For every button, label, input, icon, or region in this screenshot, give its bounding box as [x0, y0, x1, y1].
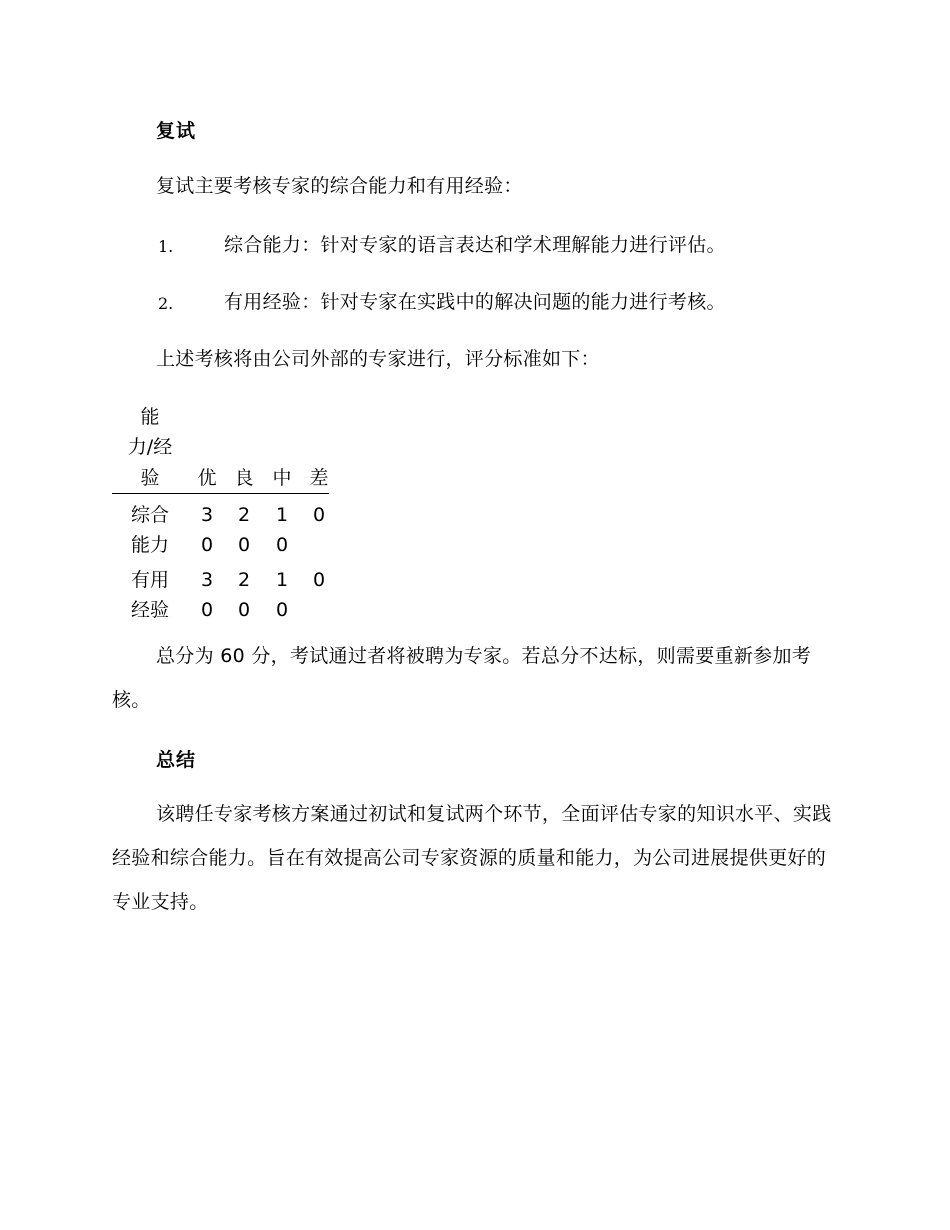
score-cell: 1: [275, 504, 289, 526]
retest-intro: 复试主要考核专家的综合能力和有用经验：: [156, 175, 523, 197]
score-cell: 2: [237, 569, 251, 591]
retest-heading: 复试: [156, 120, 197, 142]
row-label-line-2: 能力: [130, 534, 169, 556]
table-header-label-line-2: 力/经: [127, 436, 173, 458]
score-cell: 0: [312, 504, 326, 526]
score-cell: 0: [275, 599, 289, 621]
total-score-note: 总分为 60 分，考试通过者将被聘为专家。若总分不达标，则需要重新参加考核。: [112, 645, 812, 711]
table-header-col-medium: 中: [272, 467, 292, 489]
row-label-line-1: 综合: [130, 504, 169, 526]
score-cell: 0: [237, 599, 251, 621]
score-cell: 0: [200, 599, 214, 621]
table-header-label-line-3: 验: [140, 467, 160, 489]
score-cell: 1: [275, 569, 289, 591]
score-cell: 3: [200, 569, 214, 591]
list-number-2: 2.: [158, 294, 174, 313]
score-cell: 3: [200, 504, 214, 526]
list-number-1: 1.: [158, 237, 174, 256]
row-label-line-1: 有用: [130, 569, 169, 591]
table-header-rule: [112, 493, 329, 494]
score-cell: 0: [312, 569, 326, 591]
list-item-1: 综合能力：针对专家的语言表达和学术理解能力进行评估。: [224, 234, 726, 256]
table-header-label-line-1: 能: [140, 406, 160, 428]
list-item-2: 有用经验：针对专家在实践中的解决问题的能力进行考核。: [224, 291, 726, 313]
score-cell: 0: [200, 534, 214, 556]
table-header-col-excellent: 优: [197, 467, 217, 489]
summary-heading: 总结: [156, 749, 197, 771]
summary-body: 该聘任专家考核方案通过初试和复试两个环节，全面评估专家的知识水平、实践经验和综合能力。旨在有效提高公司专家资源的质量和能力，为公司进展提供更好的专业支持。: [112, 803, 832, 913]
scoring-intro: 上述考核将由公司外部的专家进行，评分标准如下：: [156, 348, 600, 370]
table-header-col-good: 良: [234, 467, 254, 489]
row-label-line-2: 经验: [130, 599, 169, 621]
table-header-col-poor: 差: [309, 467, 329, 489]
score-cell: 2: [237, 504, 251, 526]
score-cell: 0: [275, 534, 289, 556]
score-cell: 0: [237, 534, 251, 556]
